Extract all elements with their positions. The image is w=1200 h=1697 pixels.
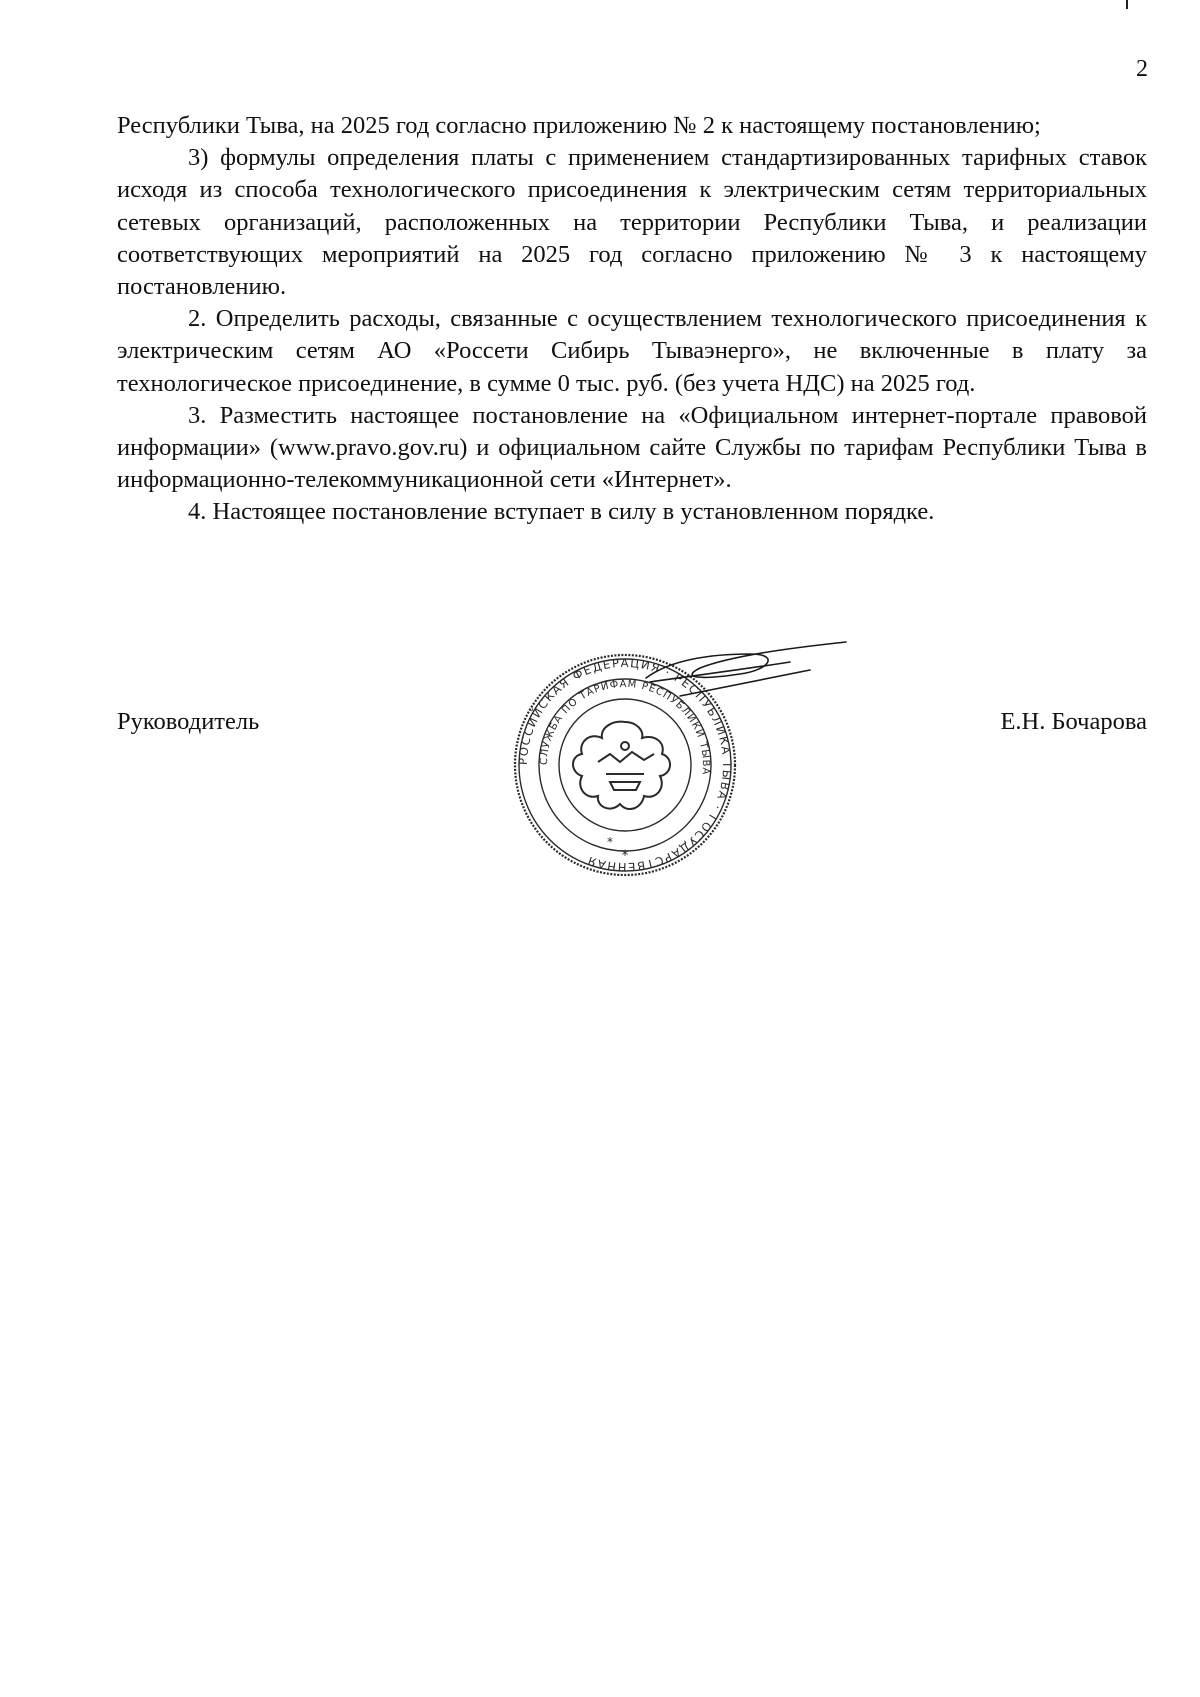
seal-emblem-icon (573, 722, 670, 809)
scan-edge-mark (1126, 0, 1128, 9)
paragraph-item-3-formulas: 3) формулы определения платы с применением стандартизированных тарифных ставок исходя из способа технологического присоединения к электрическим сетям территориальных сетевых организаций, расположенных на территории Республики Тыва, и реализации соответствующих мероприятий на 2025 год согласно приложению № 3 к настоящему постановлению. (117, 144, 1147, 301)
handwritten-signature (640, 640, 850, 710)
signatory-title: Руководитель (117, 708, 260, 735)
page-number: 2 (1136, 56, 1148, 82)
paragraph-continuation: Республики Тыва, на 2025 год согласно приложению № 2 к настоящему постановлению; (117, 112, 1041, 139)
signatory-name: Е.Н. Бочарова (1000, 708, 1147, 735)
seal-inner-text: СЛУЖБА ПО ТАРИФАМ РЕСПУБЛИКИ ТЫВА (538, 678, 712, 776)
paragraph-item-2-expenses: 2. Определить расходы, связанные с осуществлением технологического присоединения к электрическим сетям АО «Россети Сибирь Тываэнерго», не включенные в плату за технологическое присоединение, в сумме 0 тыс. руб. (без учета НДС) на 2025 год. (117, 305, 1147, 397)
paragraph-item-4-effect: 4. Настоящее постановление вступает в силу в установленном порядке. (188, 498, 935, 526)
seal-outer-text: РОССИЙСКАЯ ФЕДЕРАЦИЯ · РЕСПУБЛИКА ТЫВА · ГОСУДАРСТВЕННАЯ (515, 655, 735, 875)
seal-star-bottom: * (621, 848, 629, 864)
seal-star-inner: * (607, 835, 613, 849)
paragraph-item-3-publication: 3. Разместить настоящее постановление на «Официальном интернет-портале правовой информации» (www.pravo.gov.ru) и официальном сайте Службы по тарифам Республики Тыва в информационно-телекоммуникационной сети «Интернет». (117, 401, 1147, 494)
document-body (117, 110, 1147, 529)
